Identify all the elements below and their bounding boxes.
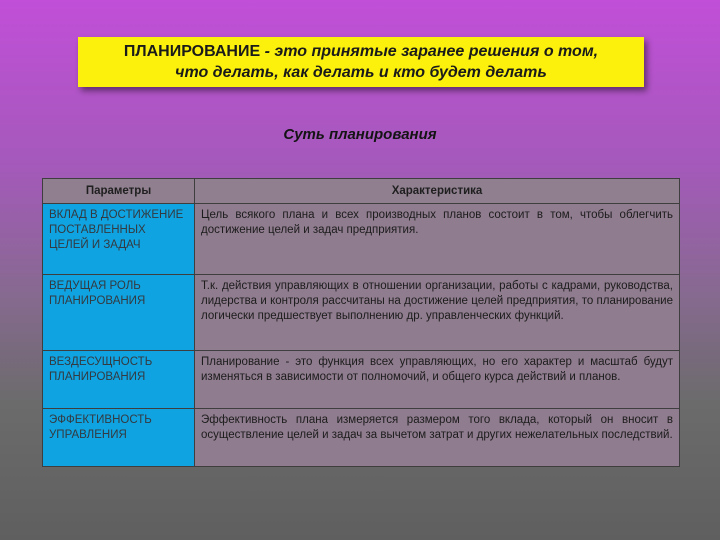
table-row: [43, 275, 680, 351]
param-cell: ЭФФЕКТИВНОСТЬ УПРАВЛЕНИЯ: [43, 409, 195, 467]
definition-text-1: - это принятые заранее решения о том,: [260, 43, 599, 60]
desc-cell: Эффективность плана измеряется размером того вклада, который он вносит в осуществление целей и задач за вычетом затрат и других нежелательных последствий.: [195, 409, 680, 467]
param-cell: ВКЛАД В ДОСТИЖЕНИЕ ПОСТАВЛЕННЫХ ЦЕЛЕЙ И ЗАДАЧ: [43, 204, 195, 275]
definition-box: [78, 37, 644, 87]
header-parameters: Параметры: [43, 179, 195, 204]
definition-line-2: что делать, как делать и кто будет делать: [175, 64, 547, 81]
table-header-row: [43, 179, 680, 204]
param-cell: ВЕДУЩАЯ РОЛЬ ПЛАНИРОВАНИЯ: [43, 275, 195, 351]
desc-cell: Планирование - это функция всех управляющих, но его характер и масштаб будут изменяться в зависимости от полномочий, и общего курса действий и планов.: [195, 351, 680, 409]
param-cell: ВЕЗДЕСУЩНОСТЬ ПЛАНИРОВАНИЯ: [43, 351, 195, 409]
definition-line-1: [124, 41, 598, 62]
header-characteristics: Характеристика: [195, 179, 680, 204]
table-row: [43, 351, 680, 409]
planning-table: [42, 178, 680, 467]
table-row: [43, 204, 680, 275]
definition-term: ПЛАНИРОВАНИЕ: [123, 43, 261, 60]
desc-cell: Т.к. действия управляющих в отношении организации, работы с кадрами, руководства, лидерства и контроля рассчитаны на достижение целей предприятия, то планирование логически предшествует выполнению др. управленческих функций.: [195, 275, 680, 351]
table-row: [43, 409, 680, 467]
section-title: Суть планирования: [283, 126, 437, 143]
desc-cell: Цель всякого плана и всех производных планов состоит в том, чтобы облегчить достижение целей и задач предприятия.: [195, 204, 680, 275]
